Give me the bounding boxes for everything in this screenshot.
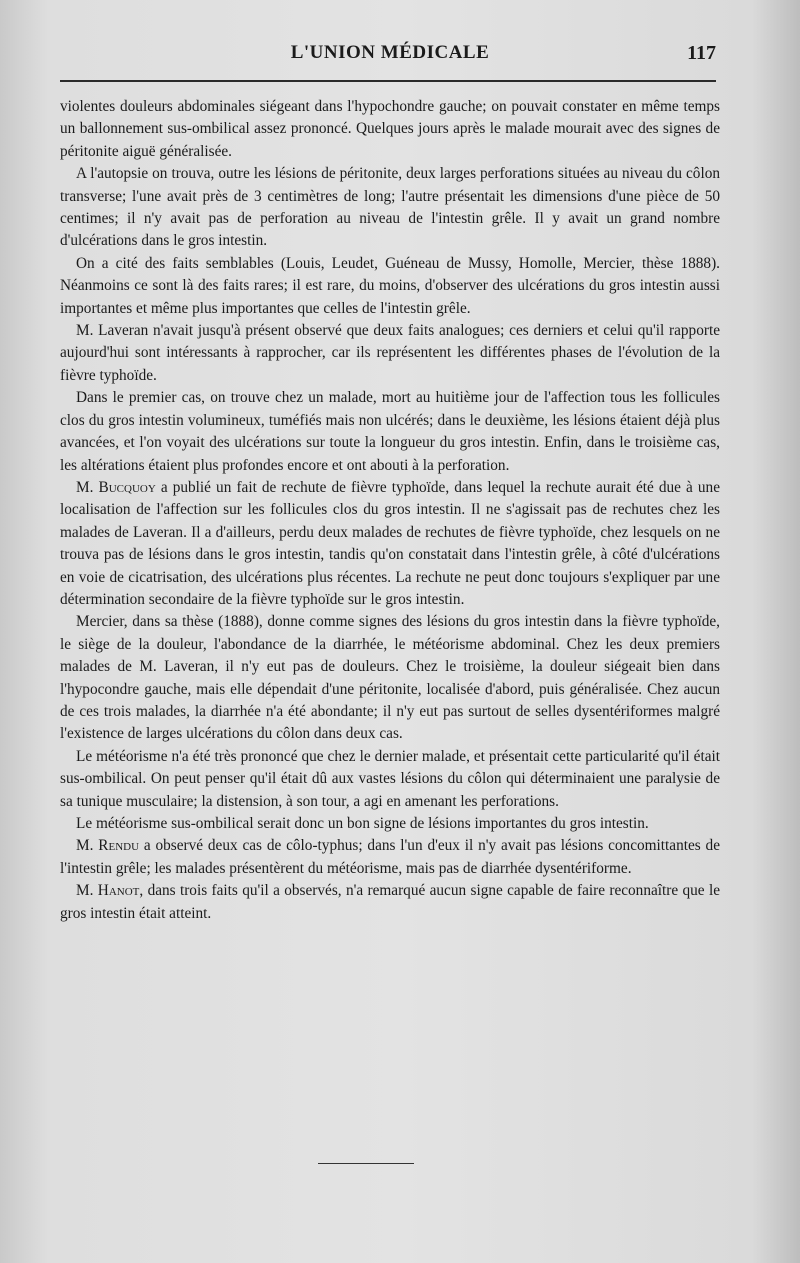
paragraph-body: , dans trois faits qu'il a observés, n'a remarqué aucun signe capable de faire reconnaître que le gros intestin était atteint.: [60, 882, 720, 922]
body-text: [60, 96, 720, 925]
speaker-prefix: M.: [76, 478, 99, 496]
speaker-name: Bucquoy: [98, 478, 156, 496]
paragraph-body: a publié un fait de rechute de fièvre typhoïde, dans lequel la rechute aurait été due à une localisation de l'affection sur les follicules clos du gros intestin. Il ne s'agissait pas de rechutes chez les malades de Laveran. Il a d'ailleurs, perdu deux malades de rechutes de fièvre typhoïde, chez lesquels on ne trouva pas de lésions dans le gros intestin, tandis qu'on constatait dans l'intestin grêle, à côté d'ulcérations en voie de cicatrisation, des ulcérations plus récentes. La rechute ne peut donc toujours s'expliquer par une détermination secondaire de la fièvre typhoïde sur le gros intestin.: [60, 478, 720, 608]
paragraph: violentes douleurs abdominales siégeant dans l'hypochondre gauche; on pouvait constater en même temps un ballonnement sus-ombilical assez prononcé. Quelques jours après le malade mourait avec des signes de péritonite aiguë généralisée.: [60, 98, 720, 160]
paragraph: On a cité des faits semblables (Louis, Leudet, Guéneau de Mussy, Homolle, Mercier, thèse 1888). Néanmoins ce sont là des faits rares; il est rare, du moins, d'observer des ulcérations du gros intestin aussi importantes et même plus importantes que celles de l'intestin grêle.: [60, 254, 720, 317]
header-rule: [60, 80, 716, 82]
paragraph: Dans le premier cas, on trouve chez un malade, mort au huitième jour de l'affection tous les follicules clos du gros intestin volumineux, tuméfiés mais non ulcérés; dans le deuxième, les lésions étaient déjà plus avancées, et l'on voyait des ulcérations sur toute la longueur du gros intestin. Enfin, dans le troisième cas, les altérations étaient plus profondes encore et ont abouti à la perforation.: [60, 389, 720, 474]
paragraph: [60, 835, 720, 880]
section-end-rule: [318, 1163, 414, 1164]
speaker-name: Hanot: [97, 882, 140, 900]
paragraph: Le météorisme n'a été très prononcé que chez le dernier malade, et présentait cette particularité qu'il était sus-ombilical. On peut penser qu'il était dû aux vastes lésions du côlon qui déterminaient une paralysie de sa tunique musculaire; la distension, à son tour, a agi en amenant les perforations.: [60, 747, 720, 810]
paragraph-body: a observé deux cas de côlo-typhus; dans l'un d'eux il n'y avait pas lésions concomittantes de l'intestin grêle; les malades présentèrent du météorisme, mais pas de diarrhée dysentériforme.: [60, 837, 720, 877]
paragraph: [60, 477, 720, 611]
paragraph: M. Laveran n'avait jusqu'à présent observé que deux faits analogues; ces derniers et celui qu'il rapporte aujourd'hui sont intéressants à rapprocher, car ils représentent les différentes phases de l'évolution de la fièvre typhoïde.: [60, 322, 720, 384]
paragraph: A l'autopsie on trouva, outre les lésions de péritonite, deux larges perforations situées au niveau du côlon transverse; l'une avait près de 3 centimètres de long; l'autre présentait les dimensions d'une pièce de 50 centimes; il n'y avait pas de perforation au niveau de l'intestin grêle. Il y avait un grand nombre d'ulcérations dans le gros intestin.: [60, 165, 720, 250]
speaker-name: Rendu: [98, 837, 140, 855]
speaker-prefix: M.: [76, 882, 98, 900]
paragraph: [60, 880, 720, 925]
paragraph: Mercier, dans sa thèse (1888), donne comme signes des lésions du gros intestin dans la fièvre typhoïde, le siège de la douleur, l'abondance de la diarrhée, le météorisme abdominal. Chez les deux premiers malades de M. Laveran, il n'y eut pas de douleurs. Chez le troisième, la douleur siégeait bien dans l'hypocondre gauche, mais elle dépendait d'une péritonite, localisée d'abord, puis généralisée. Chez aucun de ces trois malades, la diarrhée n'a été abondante; il n'y eut pas surtout de selles dysentériformes malgré l'existence de larges ulcérations du côlon dans deux cas.: [60, 613, 720, 743]
speaker-prefix: M.: [76, 837, 99, 855]
paragraph: Le météorisme sus-ombilical serait donc un bon signe de lésions importantes du gros intestin.: [76, 815, 649, 832]
page-number: 117: [687, 42, 716, 64]
page-header: [60, 42, 720, 72]
running-title: L'UNION MÉDICALE: [290, 42, 490, 63]
